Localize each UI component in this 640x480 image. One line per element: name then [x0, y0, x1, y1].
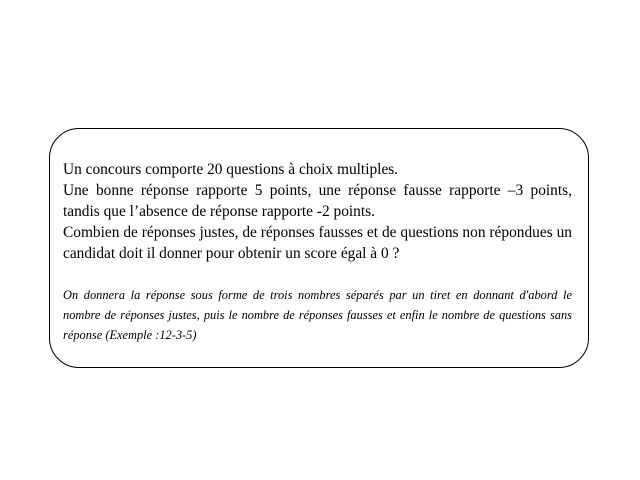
statement-line-scoring: Une bonne réponse rapporte 5 points, une réponse fausse rapporte –3 points, tandis que l’absence de réponse rapporte -2 points.: [63, 182, 572, 220]
problem-statement: [63, 159, 572, 264]
answer-format-note: On donnera la réponse sous forme de trois nombres séparés par un tiret en donnant d'abord le nombre de réponses justes, puis le nombre de réponses fausses et enfin le nombre de questions sans réponse (Exemple :12-3-5): [63, 288, 572, 342]
statement-line-contest: Un concours comporte 20 questions à choix multiples.: [63, 161, 399, 178]
statement-line-question: Combien de réponses justes, de réponses fausses et de questions non répondues un candidat doit il donner pour obtenir un score égal à 0 ?: [63, 224, 572, 262]
